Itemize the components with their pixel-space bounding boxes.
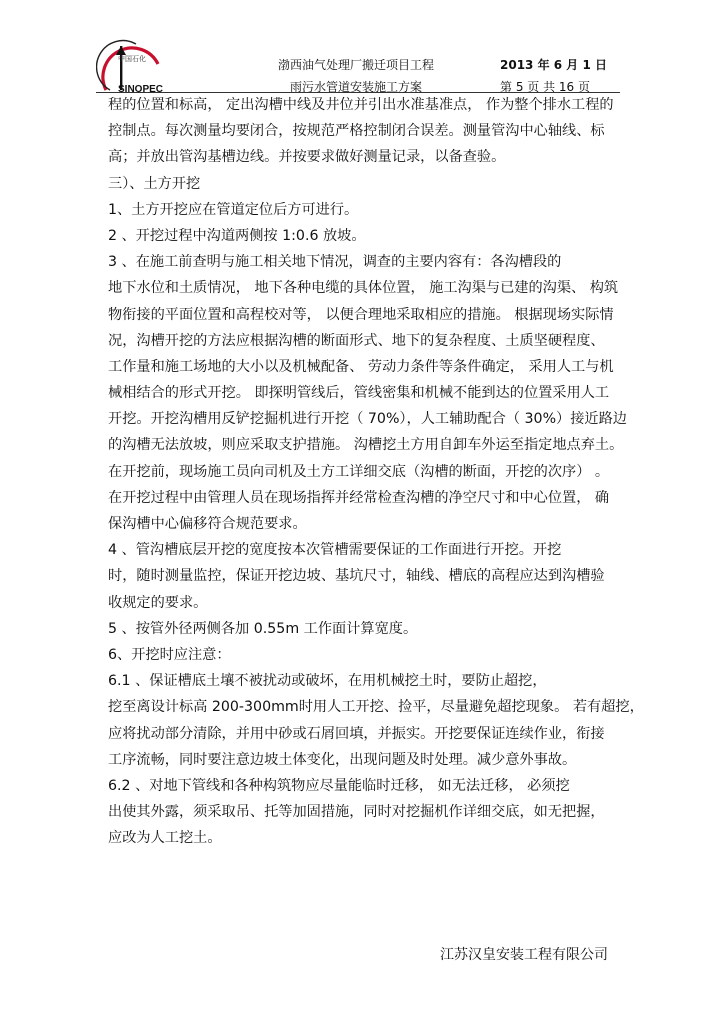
text-line: 在开挖前，现场施工员向司机及土方工详细交底（沟槽的断面，开挖的次序） 。 bbox=[108, 463, 610, 480]
text-line: 2 、开挖过程中沟道两侧按 1:0.6 放坡。 bbox=[108, 227, 366, 244]
text-line: 械相结合的形式开挖。 即探明管线后，管线密集和机械不能到达的位置采用人工 bbox=[108, 385, 610, 402]
text-line: 三）、土方开挖 bbox=[108, 175, 201, 192]
text-line: 程的位置和标高， 定出沟槽中线及井位并引出水准基准点， 作为整个排水工程的 bbox=[108, 97, 614, 113]
page-info: 第 5 页 共 16 页 bbox=[500, 80, 590, 94]
text-line: 地下水位和土质情况， 地下各种电缆的具体位置， 施工沟渠与已建的沟渠、 构筑 bbox=[108, 280, 619, 297]
sinopec-logo bbox=[96, 38, 176, 92]
text-line: 4 、管沟槽底层开挖的宽度按本次管槽需要保证的工作面进行开挖。开挖 bbox=[108, 542, 562, 559]
text-line: 应将扰动部分清除，并用中砂或石屑回填，并振实。开挖要保证连续作业，衔接 bbox=[108, 725, 605, 742]
document-date: 2013 年 6 月 1 日 bbox=[500, 58, 607, 72]
sinopec-logo-icon bbox=[96, 38, 176, 92]
text-line: 1、土方开挖应在管道定位后方可进行。 bbox=[108, 201, 359, 218]
text-line: 开挖。开挖沟槽用反铲挖掘机进行开挖（ 70%），人工辅助配合（ 30%）接近路边 bbox=[108, 411, 627, 428]
text-line: 挖至离设计标高 200-300mm时用人工开挖、捡平，尽量避免超挖现象。 若有超挖， bbox=[108, 699, 644, 716]
text-line: 控制点。每次测量均要闭合，按规范严格控制闭合误差。测量管沟中心轴线、标 bbox=[108, 123, 605, 140]
text-line: 况，沟槽开挖的方法应根据沟槽的断面形式、地下的复杂程度、土质坚硬程度、 bbox=[108, 332, 605, 349]
text-line: 出使其外露，须采取吊、托等加固措施，同时对挖掘机作详细交底，如无把握， bbox=[108, 804, 605, 821]
text-line: 的沟槽无法放坡，则应采取支护措施。 沟槽挖土方用自卸车外运至指定地点弃土。 bbox=[108, 437, 624, 454]
svg-text:SINOPEC: SINOPEC bbox=[118, 84, 164, 92]
project-title: 渤西油气处理厂搬迁项目工程 bbox=[277, 58, 434, 72]
text-line: 3 、在施工前查明与施工相关地下情况，调查的主要内容有：各沟槽段的 bbox=[108, 254, 562, 271]
text-line: 收规定的要求。 bbox=[108, 594, 208, 611]
text-line: 应改为人工挖土。 bbox=[108, 830, 222, 847]
text-line: 6.1 、保证槽底土壤不被扰动或破坏，在用机械挖土时，要防止超挖， bbox=[108, 673, 547, 690]
text-line: 在开挖过程中由管理人员在现场指挥并经常检查沟槽的净空尺寸和中心位置， 确 bbox=[108, 489, 610, 506]
logo-chinese-text: 中国石化 bbox=[118, 55, 146, 63]
text-line: 5 、按管外径两侧各加 0.55m 工作面计算宽度。 bbox=[108, 620, 418, 637]
text-line: 物衔接的平面位置和高程校对等， 以便合理地采取相应的措施。 根据现场实际情 bbox=[108, 306, 614, 323]
text-line: 时，随时测量监控，保证开挖边坡、基坑尺寸，轴线、槽底的高程应达到沟槽验 bbox=[108, 568, 605, 585]
text-line: 保沟槽中心偏移符合规范要求。 bbox=[108, 516, 307, 532]
footer-company: 江苏汉皇安装工程有限公司 bbox=[440, 947, 608, 963]
text-line: 6、开挖时应注意： bbox=[108, 646, 231, 663]
text-line: 高；并放出管沟基槽边线。并按要求做好测量记录，以备查验。 bbox=[108, 149, 506, 166]
text-line: 工序流畅，同时要注意边坡土体变化，出现问题及时处理。减少意外事故。 bbox=[108, 751, 577, 768]
text-line: 工作量和施工场地的大小以及机械配备、 劳动力条件等条件确定， 采用人工与机 bbox=[108, 358, 614, 375]
page-header bbox=[96, 38, 636, 96]
document-title: 雨污水管道安装施工方案 bbox=[289, 80, 422, 94]
text-line: 6.2 、对地下管线和各种构筑物应尽量能临时迁移， 如无法迁移， 必须挖 bbox=[108, 777, 570, 794]
document-body bbox=[108, 92, 644, 851]
